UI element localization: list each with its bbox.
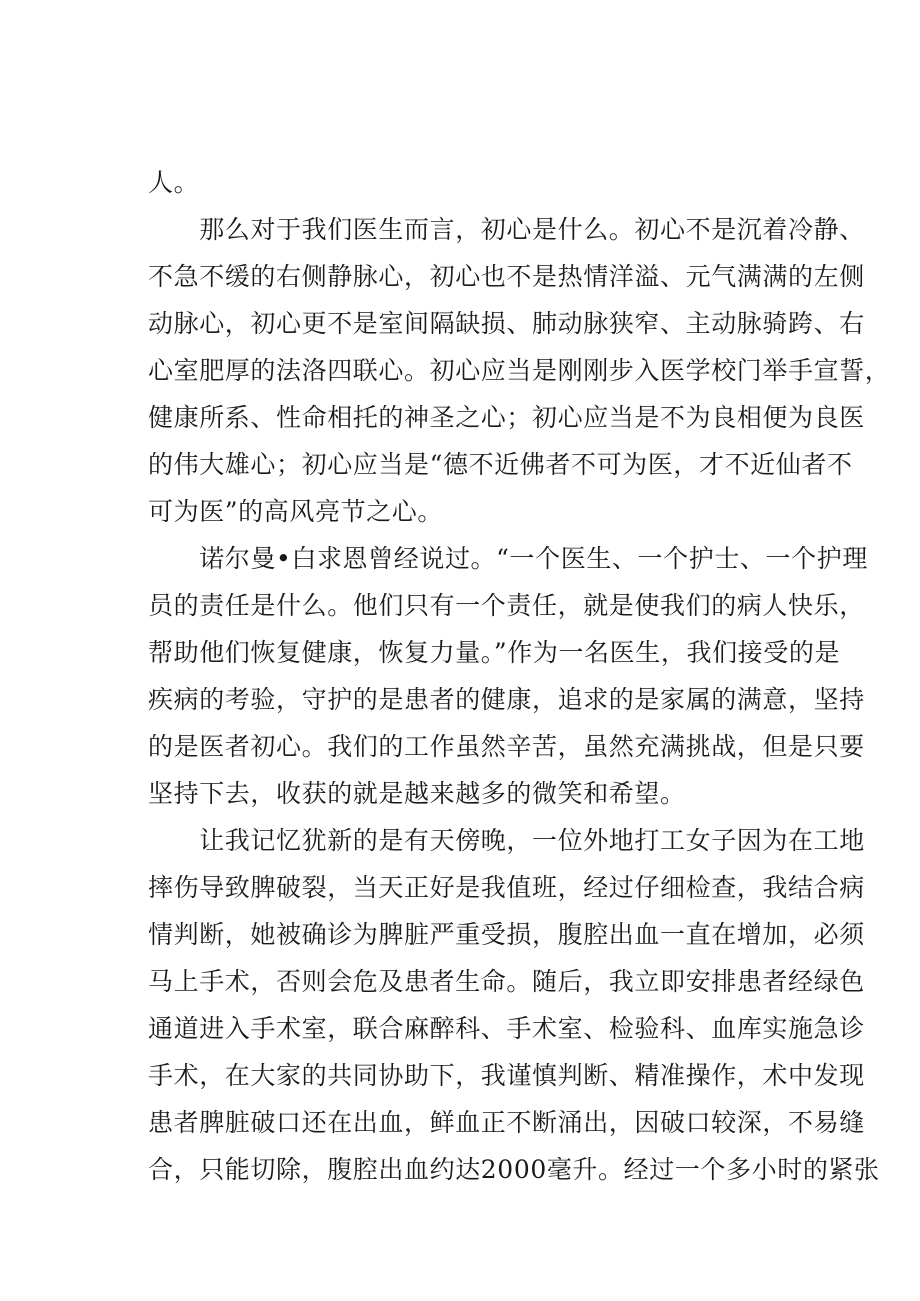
text-line: 让我记忆犹新的是有天傍晚，一位外地打工女子因为在工地 bbox=[148, 826, 865, 855]
text-line: 的伟大雄心；初心应当是“德不近佛者不可为医，才不近仙者不 bbox=[148, 450, 853, 479]
text-line: 动脉心，初心更不是室间隔缺损、肺动脉狭窄、主动脉骑跨、右 bbox=[148, 309, 865, 338]
text-line: 马上手术，否则会危及患者生命。随后，我立即安排患者经绿色 bbox=[148, 967, 865, 996]
text-line: 手术，在大家的共同协助下，我谨慎判断、精准操作，术中发现 bbox=[148, 1061, 865, 1090]
text-line: 不急不缓的右侧静脉心，初心也不是热情洋溢、元气满满的左侧 bbox=[148, 262, 865, 291]
text-line: 健康所系、性命相托的神圣之心；初心应当是不为良相便为良医 bbox=[148, 403, 865, 432]
body-text bbox=[148, 159, 891, 1193]
text-line: 的是医者初心。我们的工作虽然辛苦，虽然充满挑战，但是只要 bbox=[148, 732, 865, 761]
text-line: 帮助他们恢复健康，恢复力量。”作为一名医生，我们接受的是 bbox=[148, 638, 841, 667]
text-line: 那么对于我们医生而言，初心是什么。初心不是沉着冷静、 bbox=[148, 215, 865, 244]
text-line: 人。 bbox=[148, 168, 200, 197]
text-line: 诺尔曼•白求恩曾经说过。“一个医生、一个护士、一个护理 bbox=[148, 544, 868, 573]
text-line: 患者脾脏破口还在出血，鲜血正不断涌出，因破口较深，不易缝 bbox=[148, 1108, 865, 1137]
text-line: 通道进入手术室，联合麻醉科、手术室、检验科、血库实施急诊 bbox=[148, 1014, 865, 1043]
text-line: 合，只能切除，腹腔出血约达2000毫升。经过一个多小时的紧张 bbox=[148, 1155, 880, 1184]
text-line: 情判断，她被确诊为脾脏严重受损，腹腔出血一直在增加，必须 bbox=[148, 920, 865, 949]
text-line: 心室肥厚的法洛四联心。初心应当是刚刚步入医学校门举手宣誓， bbox=[148, 356, 891, 385]
text-line: 疾病的考验，守护的是患者的健康，追求的是家属的满意，坚持 bbox=[148, 685, 865, 714]
text-line: 坚持下去，收获的就是越来越多的微笑和希望。 bbox=[148, 779, 686, 808]
text-line: 摔伤导致脾破裂，当天正好是我值班，经过仔细检查，我结合病 bbox=[148, 873, 865, 902]
text-line: 可为医”的高风亮节之心。 bbox=[148, 497, 443, 526]
text-line: 员的责任是什么。他们只有一个责任，就是使我们的病人快乐， bbox=[148, 591, 865, 620]
